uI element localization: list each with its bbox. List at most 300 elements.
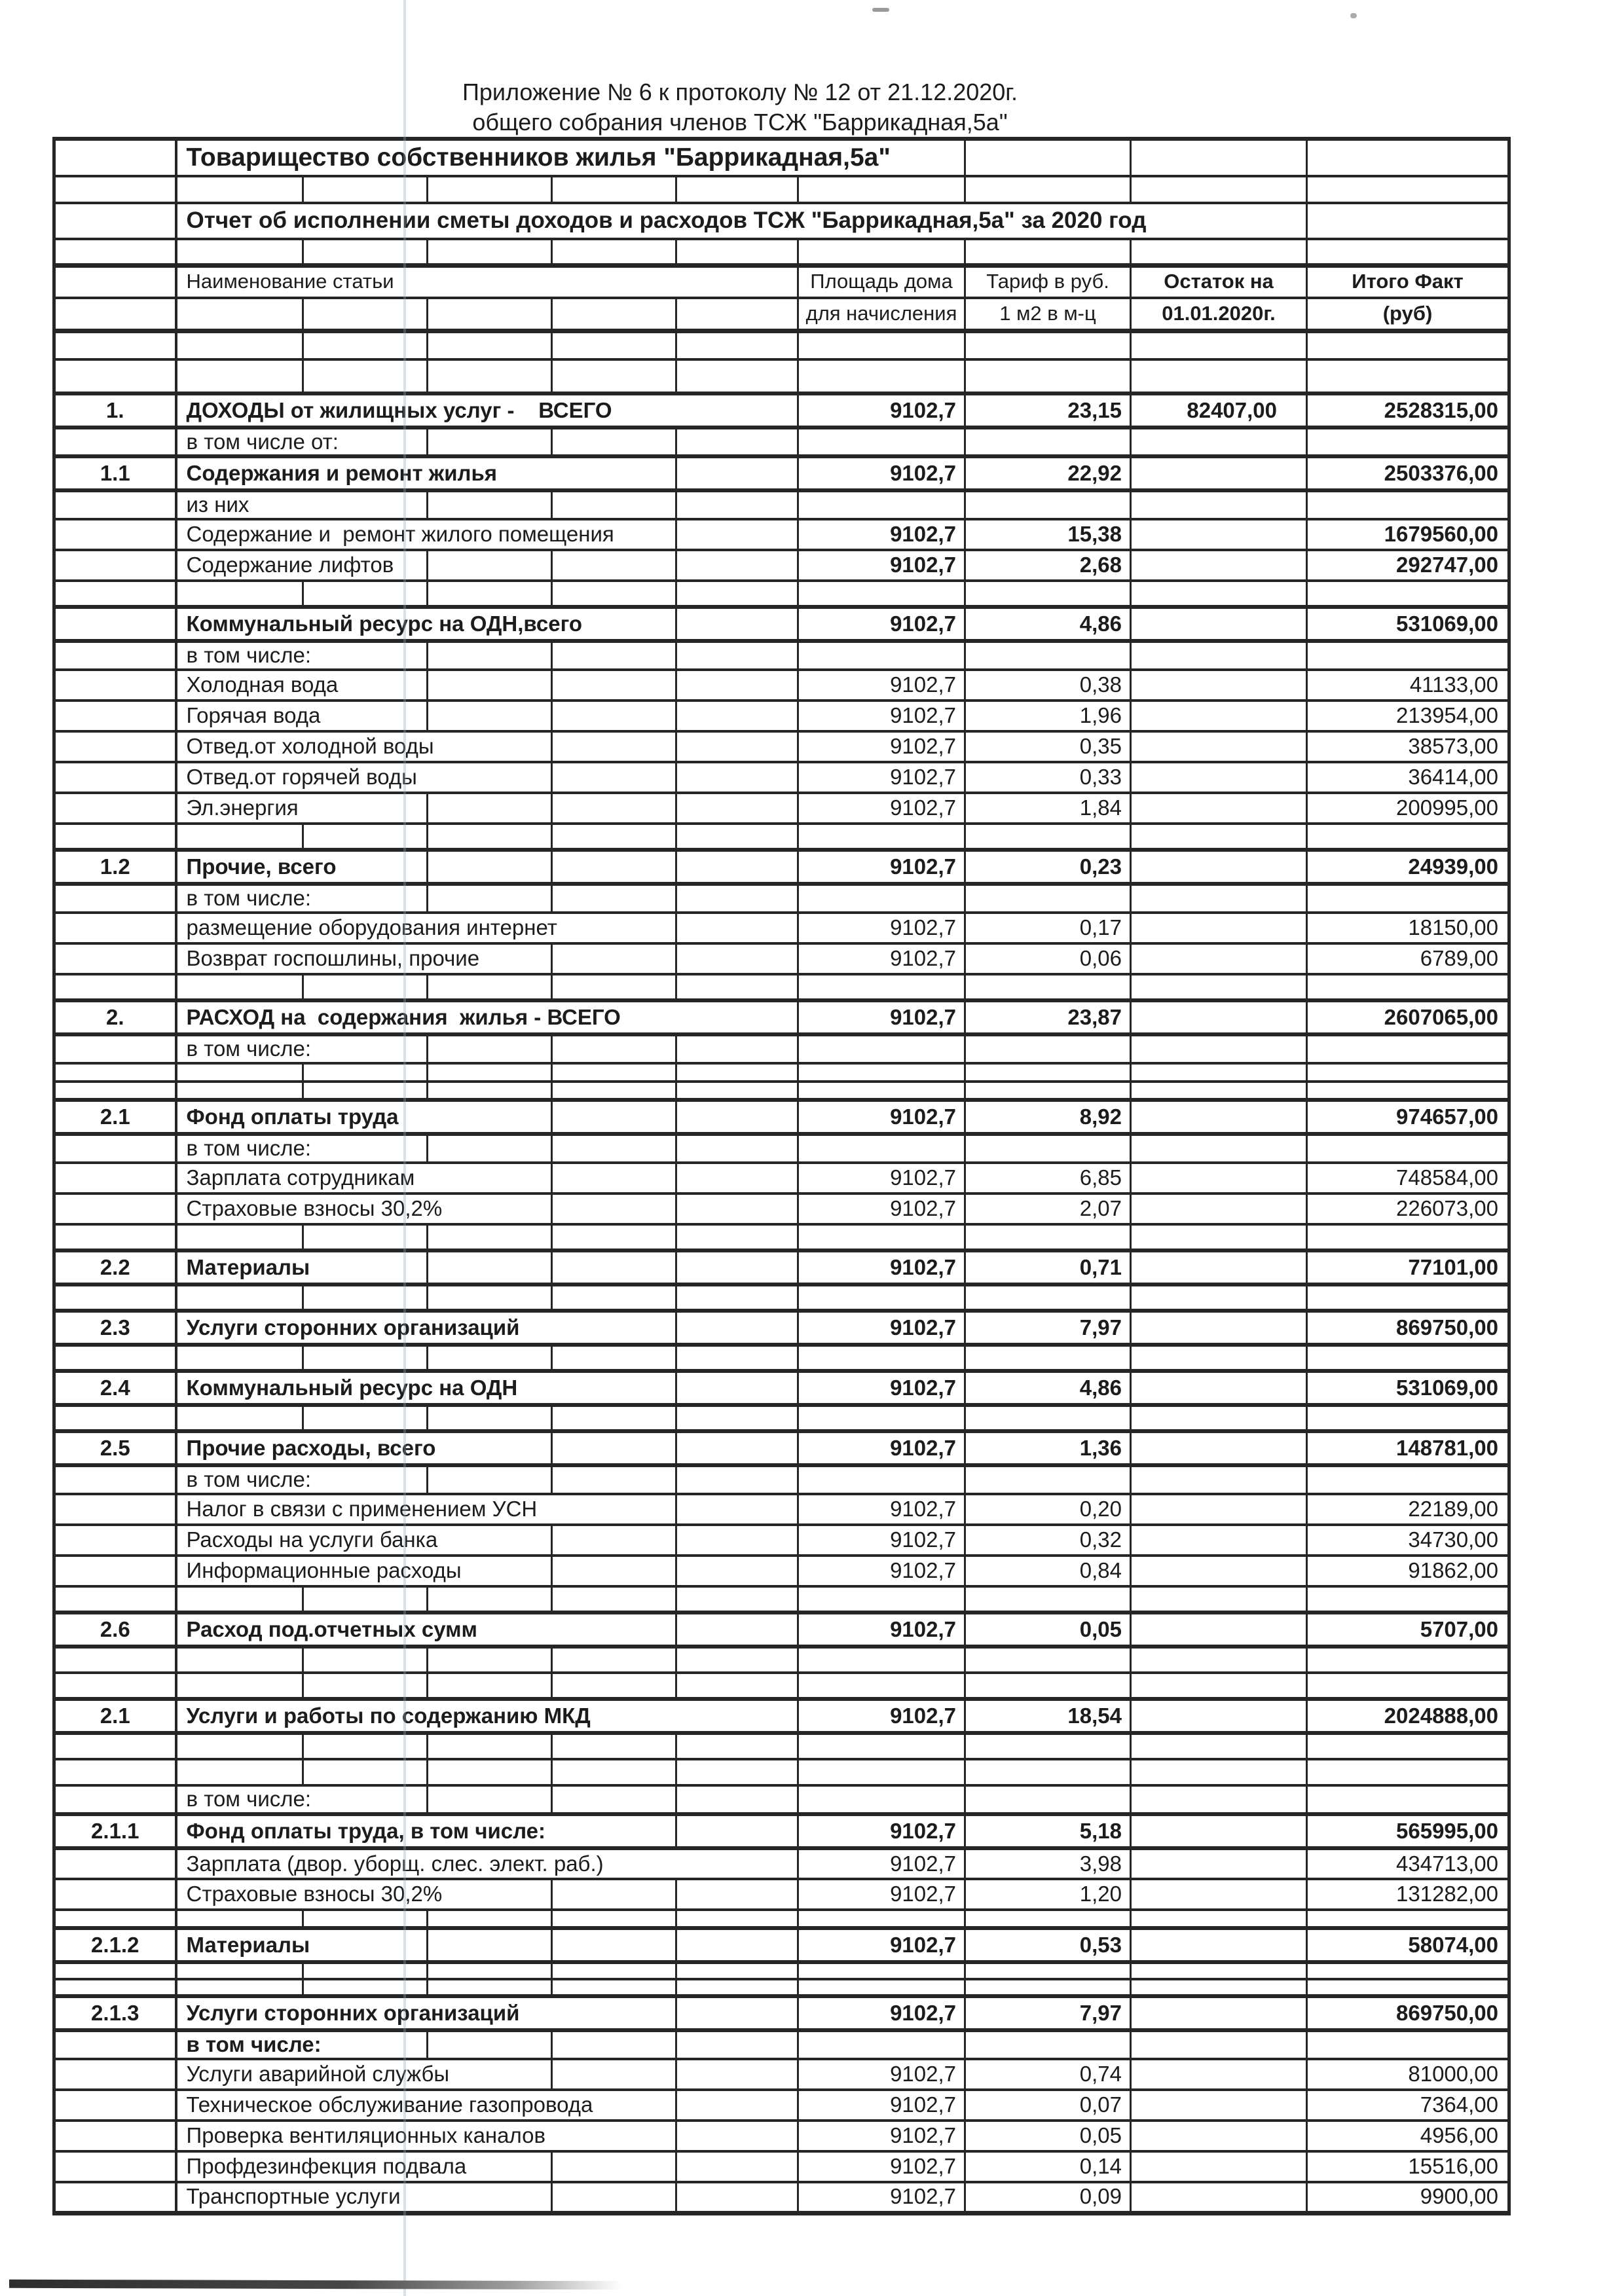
cell-tariff: 0,74 — [965, 2059, 1131, 2090]
row-name-cell: Холодная вода — [176, 670, 428, 701]
grid-cell — [676, 1194, 798, 1224]
row-name-cell: Страховые взносы 30,2% — [176, 1879, 552, 1910]
grid-cell — [1307, 1405, 1509, 1431]
cell-tariff: 6,85 — [965, 1163, 1131, 1194]
grid-cell — [54, 1962, 176, 1979]
grid-cell — [552, 850, 676, 884]
cell-total: 22189,00 — [1307, 1494, 1509, 1525]
grid-cell — [552, 581, 676, 607]
cell-balance — [1131, 913, 1307, 943]
table-row — [54, 1848, 1509, 1879]
grid-cell — [552, 1556, 676, 1586]
cell-balance — [1131, 731, 1307, 762]
cell-balance — [1131, 1879, 1307, 1910]
grid-cell — [798, 1224, 965, 1250]
grid-cell — [552, 1163, 676, 1194]
grid-cell — [54, 974, 176, 1000]
cell-balance — [1131, 2151, 1307, 2182]
grid-cell — [303, 239, 428, 265]
row-number — [54, 1194, 176, 1224]
grid-cell — [965, 1586, 1131, 1613]
empty-cell — [54, 139, 176, 176]
grid-cell — [428, 884, 552, 913]
cell-area: 9102,7 — [798, 1311, 965, 1345]
grid-cell — [798, 1647, 965, 1673]
grid-cell — [428, 581, 552, 607]
cell-total: 9900,00 — [1307, 2182, 1509, 2213]
grid-cell — [54, 359, 176, 393]
grid-cell — [552, 1405, 676, 1431]
grid-cell — [428, 1063, 552, 1082]
grid-cell — [176, 1405, 303, 1431]
grid-cell — [965, 1063, 1131, 1082]
table-row — [54, 1525, 1509, 1556]
row-name-cell: Услуги сторонних организаций — [176, 1311, 676, 1345]
table-row — [54, 670, 1509, 701]
table-row — [54, 701, 1509, 731]
grid-cell — [676, 1100, 798, 1134]
grid-cell — [303, 1647, 428, 1673]
grid-cell — [552, 1285, 676, 1311]
grid-cell — [676, 1962, 798, 1979]
row-number: 2.6 — [54, 1613, 176, 1647]
grid-cell — [303, 1733, 428, 1759]
cell-tariff: 7,97 — [965, 1996, 1131, 2030]
grid-cell — [676, 1979, 798, 1996]
grid-cell — [428, 428, 552, 456]
table-row — [54, 1000, 1509, 1034]
spacer-row — [54, 1285, 1509, 1311]
grid-cell — [176, 1285, 303, 1311]
grid-cell — [676, 913, 798, 943]
table-row — [54, 1163, 1509, 1194]
grid-cell — [676, 1285, 798, 1311]
grid-cell — [176, 298, 303, 331]
row-name-cell: Горячая вода — [176, 701, 428, 731]
grid-cell — [1131, 1962, 1307, 1979]
grid-cell — [798, 1979, 965, 1996]
cell-area: 9102,7 — [798, 1250, 965, 1285]
grid-cell — [552, 2030, 676, 2059]
cell-total: 36414,00 — [1307, 762, 1509, 793]
row-number — [54, 762, 176, 793]
cell-balance — [1131, 1556, 1307, 1586]
table-row — [54, 1879, 1509, 1910]
grid-cell — [552, 701, 676, 731]
column-header-balance-2: 01.01.2020г. — [1131, 298, 1307, 331]
row-number — [54, 1525, 176, 1556]
grid-cell — [176, 824, 303, 850]
grid-cell — [428, 331, 552, 359]
grid-cell — [1307, 824, 1509, 850]
cell-total: 2024888,00 — [1307, 1699, 1509, 1733]
cell-total: 41133,00 — [1307, 670, 1509, 701]
org-title-row — [54, 139, 1509, 176]
grid-cell — [428, 1733, 552, 1759]
grid-cell — [676, 331, 798, 359]
grid-cell — [428, 670, 552, 701]
grid-cell — [176, 1063, 303, 1082]
cell-tariff: 7,97 — [965, 1311, 1131, 1345]
table-row — [54, 1371, 1509, 1405]
grid-cell — [552, 670, 676, 701]
table-row — [54, 2030, 1509, 2059]
grid-cell — [552, 1979, 676, 1996]
cell-area: 9102,7 — [798, 2121, 965, 2151]
row-number — [54, 2151, 176, 2182]
grid-cell — [676, 1250, 798, 1285]
grid-cell — [676, 1910, 798, 1928]
table-row — [54, 641, 1509, 670]
table-row — [54, 913, 1509, 943]
table-row — [54, 2151, 1509, 2182]
grid-cell — [54, 331, 176, 359]
grid-cell — [54, 1224, 176, 1250]
grid-cell — [798, 1345, 965, 1371]
grid-cell — [428, 1928, 552, 1962]
grid-cell — [1131, 824, 1307, 850]
grid-cell — [552, 1134, 676, 1163]
grid-cell — [676, 1814, 798, 1848]
grid-cell — [965, 1979, 1131, 1996]
grid-cell — [676, 1224, 798, 1250]
row-number — [54, 428, 176, 456]
grid-cell — [552, 1194, 676, 1224]
grid-cell — [552, 1250, 676, 1285]
grid-cell — [303, 824, 428, 850]
cell-area: 9102,7 — [798, 550, 965, 581]
grid-cell — [428, 701, 552, 731]
cell-total — [1307, 1785, 1509, 1814]
cell-tariff — [965, 428, 1131, 456]
cell-balance — [1131, 1311, 1307, 1345]
cell-balance — [1131, 1525, 1307, 1556]
cell-area: 9102,7 — [798, 393, 965, 428]
grid-cell — [428, 974, 552, 1000]
cell-total: 2503376,00 — [1307, 456, 1509, 490]
grid-cell — [676, 1371, 798, 1405]
row-number — [54, 670, 176, 701]
cell-total: 148781,00 — [1307, 1431, 1509, 1465]
grid-cell — [676, 1431, 798, 1465]
grid-cell — [428, 1082, 552, 1100]
grid-cell — [552, 1431, 676, 1465]
grid-cell — [676, 850, 798, 884]
cell-total: 292747,00 — [1307, 550, 1509, 581]
cell-area: 9102,7 — [798, 1848, 965, 1879]
grid-cell — [676, 1759, 798, 1785]
grid-cell — [1131, 1063, 1307, 1082]
cell-tariff — [965, 1034, 1131, 1063]
grid-cell — [552, 1785, 676, 1814]
row-name-cell: Услуги сторонних организаций — [176, 1996, 676, 2030]
table-header-row-2 — [54, 298, 1509, 331]
row-number: 2.3 — [54, 1311, 176, 1345]
table-row — [54, 2059, 1509, 2090]
cell-area: 9102,7 — [798, 1879, 965, 1910]
row-name-cell: Коммунальный ресурс на ОДН,всего — [176, 607, 676, 641]
spacer-row — [54, 1586, 1509, 1613]
row-name-cell: Расходы на услуги банка — [176, 1525, 552, 1556]
cell-balance — [1131, 1613, 1307, 1647]
grid-cell — [54, 1759, 176, 1785]
grid-cell — [428, 1647, 552, 1673]
row-name-cell: Страховые взносы 30,2% — [176, 1194, 552, 1224]
grid-cell — [965, 1082, 1131, 1100]
row-name-cell: в том числе: — [176, 1134, 428, 1163]
grid-cell — [676, 1613, 798, 1647]
cell-total: 213954,00 — [1307, 701, 1509, 731]
grid-cell — [54, 239, 176, 265]
row-name-cell: в том числе: — [176, 1465, 428, 1494]
grid-cell — [54, 824, 176, 850]
grid-cell — [54, 1647, 176, 1673]
grid-cell — [798, 1733, 965, 1759]
grid-cell — [798, 1063, 965, 1082]
cell-total: 2607065,00 — [1307, 1000, 1509, 1034]
row-number — [54, 793, 176, 824]
row-name-cell: в том числе от: — [176, 428, 428, 456]
grid-cell — [1131, 1647, 1307, 1673]
grid-cell — [1307, 1285, 1509, 1311]
grid-cell — [303, 1910, 428, 1928]
grid-cell — [676, 428, 798, 456]
grid-cell — [176, 359, 303, 393]
grid-cell — [965, 331, 1131, 359]
cell-area — [798, 428, 965, 456]
grid-cell — [965, 1673, 1131, 1699]
row-number: 2.1.1 — [54, 1814, 176, 1848]
grid-cell — [676, 824, 798, 850]
grid-cell — [552, 1100, 676, 1134]
cell-area: 9102,7 — [798, 1814, 965, 1848]
spacer-row — [54, 1759, 1509, 1785]
cell-balance — [1131, 1100, 1307, 1134]
cell-balance — [1131, 1250, 1307, 1285]
cell-balance — [1131, 1928, 1307, 1962]
cell-area: 9102,7 — [798, 1431, 965, 1465]
grid-cell — [176, 1979, 303, 1996]
row-number — [54, 1494, 176, 1525]
cell-balance — [1131, 2121, 1307, 2151]
cell-balance — [1131, 1163, 1307, 1194]
spacer-row — [54, 824, 1509, 850]
cell-balance — [1131, 850, 1307, 884]
cell-tariff: 0,53 — [965, 1928, 1131, 1962]
grid-cell — [303, 359, 428, 393]
row-name-cell: Эл.энергия — [176, 793, 428, 824]
grid-cell — [428, 239, 552, 265]
grid-cell — [303, 581, 428, 607]
grid-cell — [1307, 1910, 1509, 1928]
grid-cell — [965, 974, 1131, 1000]
cell-tariff: 0,23 — [965, 850, 1131, 884]
cell-balance — [1131, 607, 1307, 641]
cell-total: 565995,00 — [1307, 1814, 1509, 1848]
table-row — [54, 2090, 1509, 2121]
row-name-cell: Материалы — [176, 1928, 428, 1962]
cell-total: 34730,00 — [1307, 1525, 1509, 1556]
grid-cell — [428, 490, 552, 519]
grid-cell — [676, 1556, 798, 1586]
spacer-row — [54, 1673, 1509, 1699]
table-row — [54, 731, 1509, 762]
row-name-cell: Фонд оплаты труда — [176, 1100, 552, 1134]
grid-cell — [1307, 239, 1509, 265]
cell-tariff: 0,07 — [965, 2090, 1131, 2121]
row-number — [54, 519, 176, 550]
cell-balance — [1131, 670, 1307, 701]
grid-cell — [428, 1345, 552, 1371]
spacer-row — [54, 1962, 1509, 1979]
row-name-cell: размещение оборудования интернет — [176, 913, 676, 943]
annotation-line-1: Приложение № 6 к протоколу № 12 от 21.12.2020г. — [462, 79, 1018, 105]
grid-cell — [428, 1465, 552, 1494]
cell-balance — [1131, 2059, 1307, 2090]
cell-tariff: 4,86 — [965, 607, 1131, 641]
grid-cell — [1131, 1586, 1307, 1613]
cell-area: 9102,7 — [798, 519, 965, 550]
row-number: 2.1 — [54, 1100, 176, 1134]
grid-cell — [428, 1962, 552, 1979]
table-row — [54, 1034, 1509, 1063]
grid-cell — [303, 331, 428, 359]
grid-cell — [176, 1082, 303, 1100]
cell-area: 9102,7 — [798, 1996, 965, 2030]
row-number — [54, 1465, 176, 1494]
cell-tariff: 4,86 — [965, 1371, 1131, 1405]
cell-total: 531069,00 — [1307, 1371, 1509, 1405]
table-row — [54, 1996, 1509, 2030]
grid-cell — [965, 239, 1131, 265]
cell-area: 9102,7 — [798, 943, 965, 974]
cell-area: 9102,7 — [798, 1525, 965, 1556]
table-row — [54, 456, 1509, 490]
cell-tariff: 8,92 — [965, 1100, 1131, 1134]
grid-cell — [676, 1134, 798, 1163]
cell-balance — [1131, 490, 1307, 519]
annotation-line-2: общего собрания членов ТСЖ "Баррикадная,5а" — [472, 109, 1008, 136]
scan-speck — [872, 8, 889, 12]
row-name-cell: ДОХОДЫ от жилищных услуг - ВСЕГО — [176, 393, 798, 428]
grid-cell — [552, 1879, 676, 1910]
spacer-row — [54, 1910, 1509, 1928]
cell-area: 9102,7 — [798, 913, 965, 943]
grid-cell — [428, 1673, 552, 1699]
grid-cell — [303, 1345, 428, 1371]
table-row — [54, 490, 1509, 519]
grid-cell — [552, 1586, 676, 1613]
cell-balance — [1131, 456, 1307, 490]
grid-cell — [552, 331, 676, 359]
row-number — [54, 1134, 176, 1163]
row-name-cell: Отвед.от холодной воды — [176, 731, 552, 762]
column-header-area: Площадь дома — [798, 265, 965, 298]
spacer-row — [54, 1647, 1509, 1673]
cell-total — [1307, 490, 1509, 519]
grid-cell — [1307, 1759, 1509, 1785]
document-annotation — [0, 77, 1480, 137]
cell-area — [798, 490, 965, 519]
scan-edge-artifact — [9, 2280, 622, 2289]
cell-total: 24939,00 — [1307, 850, 1509, 884]
table-row — [54, 943, 1509, 974]
grid-cell — [176, 1224, 303, 1250]
cell-tariff: 0,09 — [965, 2182, 1131, 2213]
cell-total — [1307, 1465, 1509, 1494]
grid-cell — [552, 490, 676, 519]
grid-cell — [676, 701, 798, 731]
cell-total: 531069,00 — [1307, 607, 1509, 641]
grid-cell — [552, 298, 676, 331]
grid-cell — [965, 176, 1131, 203]
grid-cell — [676, 1996, 798, 2030]
report-title: Отчет об исполнении сметы доходов и расходов ТСЖ "Баррикадная,5а" за 2020 год — [176, 203, 1307, 239]
cell-area: 9102,7 — [798, 793, 965, 824]
row-number — [54, 641, 176, 670]
row-number — [54, 1163, 176, 1194]
cell-tariff: 3,98 — [965, 1848, 1131, 1879]
grid-cell — [428, 824, 552, 850]
row-name-cell: Коммунальный ресурс на ОДН — [176, 1371, 676, 1405]
grid-cell — [676, 762, 798, 793]
column-header-total-2: (руб) — [1307, 298, 1509, 331]
column-header-tariff-2: 1 м2 в м-ц — [965, 298, 1131, 331]
spacer-row — [54, 1345, 1509, 1371]
grid-cell — [1307, 1962, 1509, 1979]
grid-cell — [798, 824, 965, 850]
grid-cell — [428, 1034, 552, 1063]
grid-cell — [798, 1285, 965, 1311]
cell-total: 1679560,00 — [1307, 519, 1509, 550]
grid-cell — [428, 1224, 552, 1250]
row-name-cell: Услуги аварийной службы — [176, 2059, 552, 2090]
table-row — [54, 1311, 1509, 1345]
grid-cell — [965, 1285, 1131, 1311]
grid-cell — [176, 1673, 303, 1699]
cell-total — [1307, 1034, 1509, 1063]
row-name-cell: Налог в связи с применением УСН — [176, 1494, 676, 1525]
grid-cell — [54, 1082, 176, 1100]
grid-cell — [676, 2151, 798, 2182]
cell-tariff — [965, 1465, 1131, 1494]
spacer-row — [54, 1733, 1509, 1759]
cell-area — [798, 641, 965, 670]
row-name-cell: Содержания и ремонт жилья — [176, 456, 676, 490]
cell-tariff: 23,15 — [965, 393, 1131, 428]
cell-area: 9102,7 — [798, 762, 965, 793]
cell-tariff: 0,05 — [965, 2121, 1131, 2151]
grid-cell — [676, 1034, 798, 1063]
empty-cell — [1307, 139, 1509, 176]
cell-tariff — [965, 884, 1131, 913]
grid-cell — [428, 298, 552, 331]
grid-cell — [552, 1345, 676, 1371]
grid-cell — [54, 1285, 176, 1311]
grid-cell — [552, 731, 676, 762]
row-name-cell: Техническое обслуживание газопровода — [176, 2090, 676, 2121]
grid-cell — [552, 1910, 676, 1928]
grid-cell — [552, 1082, 676, 1100]
cell-balance — [1131, 1371, 1307, 1405]
grid-cell — [176, 1733, 303, 1759]
grid-cell — [54, 1733, 176, 1759]
grid-cell — [303, 1962, 428, 1979]
cell-tariff: 0,32 — [965, 1525, 1131, 1556]
grid-cell — [676, 884, 798, 913]
cell-balance — [1131, 2030, 1307, 2059]
row-number — [54, 884, 176, 913]
